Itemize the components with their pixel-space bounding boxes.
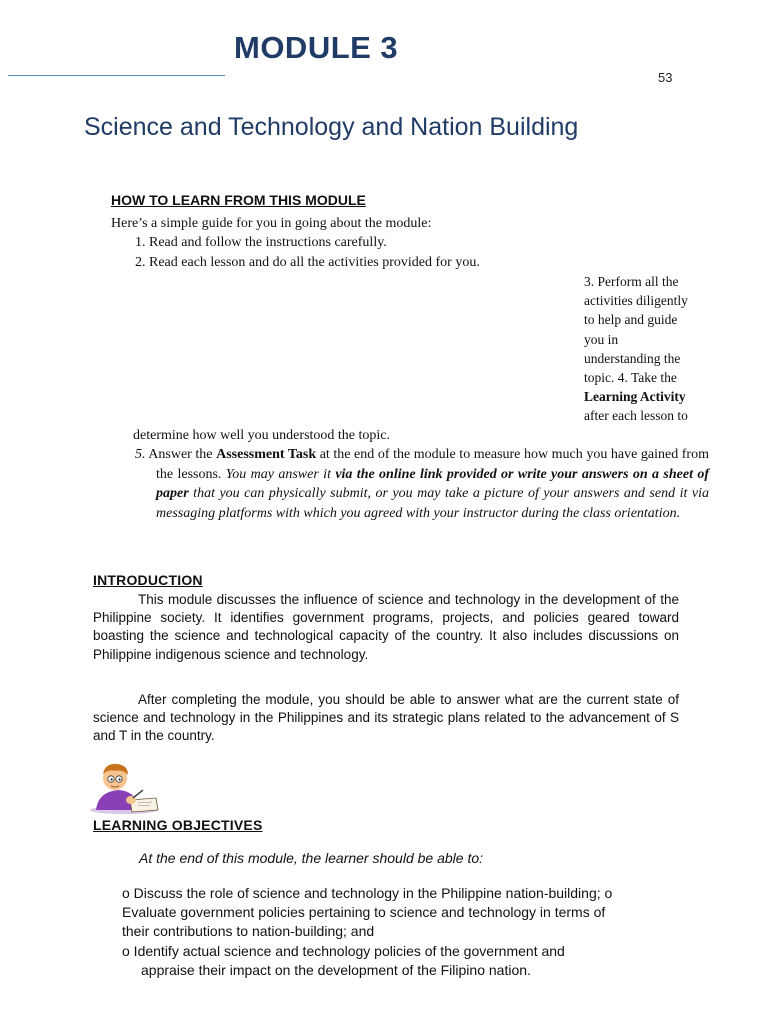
guide-step-5	[135, 445, 709, 523]
introduction-paragraph-2: After completing the module, you should be able to answer what are the current state of science and technology in the Philippines and its strategic plans related to the advancement of S and T in the country.	[93, 692, 679, 744]
step5-number: 5.	[135, 447, 146, 462]
objective-line: o Identify actual science and technology policies of the government and	[122, 942, 565, 959]
objective-line: o Discuss the role of science and technology in the Philippine nation-building; o	[122, 885, 613, 901]
assessment-task-term: Assessment Task	[216, 447, 317, 462]
introduction-paragraph-1: This module discusses the influence of science and technology in the development of the Philippine society. It identifies government programs, projects, and policies geared toward boasting the science and technological capacity of the country. It also includes discussions on Philippine indigenous science and technology.	[93, 592, 679, 662]
guide-step-4-continuation: determine how well you understood the topic.	[133, 428, 390, 443]
step5-italic-1: You may answer it	[225, 466, 336, 482]
page-number: 53	[658, 70, 673, 85]
step3-line: activities diligently	[584, 293, 688, 309]
how-to-learn-heading: HOW TO LEARN FROM THIS MODULE	[111, 192, 366, 208]
module-title: MODULE 3	[234, 30, 399, 65]
learning-activity-term: Learning Activity	[584, 389, 686, 405]
step5-text-b: at the end of the module to measure how much you have gained from the lessons.	[156, 447, 709, 482]
guide-step-3-column	[584, 272, 724, 426]
learning-objectives-intro: At the end of this module, the learner should be able to:	[139, 850, 484, 866]
step3-line: understanding the	[584, 350, 681, 366]
page-title: Science and Technology and Nation Building	[84, 113, 579, 141]
step5-italic-2: that you can physically submit, or you may take a picture of your answers and send it via messaging platforms with which you agreed with your instructor during the class orientation.	[156, 486, 709, 521]
step3-line: 3. Perform all the	[584, 274, 679, 289]
objective-line: appraise their impact on the development of the Filipino nation.	[141, 961, 531, 978]
learning-objectives-list	[122, 884, 682, 980]
student-writing-icon	[88, 760, 160, 814]
learning-objectives-heading: LEARNING OBJECTIVES	[93, 817, 263, 833]
guide-step-1: 1. Read and follow the instructions carefully.	[135, 235, 387, 250]
step3-line: topic. 4. Take the	[584, 370, 677, 386]
objective-line: Evaluate government policies pertaining to science and technology in terms of	[122, 904, 606, 921]
step3-line: to help and guide	[584, 312, 678, 328]
step4-after: after each lesson to	[584, 408, 688, 424]
objective-line: their contributions to nation-building; and	[122, 923, 375, 940]
guide-intro: Here’s a simple guide for you in going about the module:	[111, 216, 432, 231]
introduction-heading: INTRODUCTION	[93, 572, 203, 588]
step5-bold-italic: via the online link provided or write your answers on a sheet of paper	[156, 466, 709, 501]
step5-text-a: Answer the	[145, 447, 217, 462]
header-rule	[8, 75, 225, 76]
guide-step-2: 2. Read each lesson and do all the activities provided for you.	[135, 255, 480, 270]
step3-line: you in	[584, 331, 619, 347]
